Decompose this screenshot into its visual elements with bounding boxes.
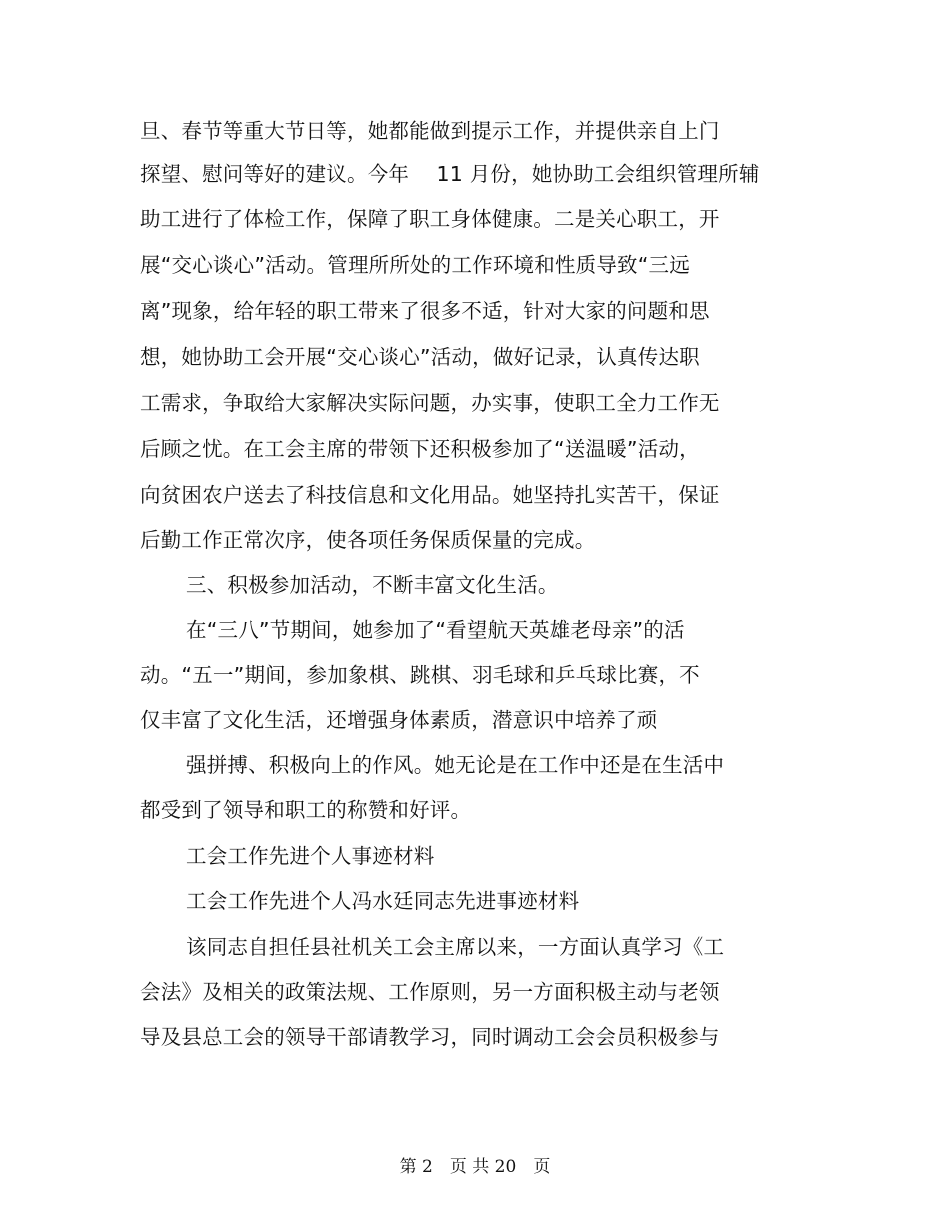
body-line-21: 导及县总工会的领导干部请教学习，同时调动工会会员积极参与 xyxy=(140,1025,720,1049)
body-line-6: 想，她协助工会开展“交心谈心”活动，做好记录，认真传达职 xyxy=(140,345,700,369)
body-line-8: 后顾之忧。在工会主席的带领下还积极参加了“送温暖”活动， xyxy=(140,437,700,461)
body-line-12: 在“三八”节期间，她参加了“看望航天英雄老母亲”的活 xyxy=(186,618,685,642)
body-line-2: 探望、慰问等好的建议。今年 11 月份，她协助工会组织管理所辅 xyxy=(140,162,760,186)
section-heading: 三、积极参加活动，不断丰富文化生活。 xyxy=(186,573,559,597)
body-line-9: 向贫困农户送去了科技信息和文化用品。她坚持扎实苦干，保证 xyxy=(140,483,720,507)
body-line-3: 助工进行了体检工作，保障了职工身体健康。二是关心职工，开 xyxy=(140,207,720,231)
body-line-19: 该同志自担任县社机关工会主席以来，一方面认真学习《工 xyxy=(186,935,725,959)
title-line-2: 工会工作先进个人冯水廷同志先进事迹材料 xyxy=(186,889,580,913)
body-line-10: 后勤工作正常次序，使各项任务保质保量的完成。 xyxy=(140,528,596,552)
body-line-7: 工需求，争取给大家解决实际问题，办实事，使职工全力工作无 xyxy=(140,391,720,415)
title-line-1: 工会工作先进个人事迹材料 xyxy=(186,844,435,868)
body-line-4: 展“交心谈心”活动。管理所所处的工作环境和性质导致“三远 xyxy=(140,253,690,277)
body-line-16: 都受到了领导和职工的称赞和好评。 xyxy=(140,798,472,822)
body-line-5: 离”现象，给年轻的职工带来了很多不适，针对大家的问题和思 xyxy=(140,299,710,323)
body-line-14: 仅丰富了文化生活，还增强身体素质，潜意识中培养了顽 xyxy=(140,708,658,732)
body-line-13: 动。“五一”期间，参加象棋、跳棋、羽毛球和乒乓球比赛，不 xyxy=(140,663,700,687)
body-line-15: 强拼搏、积极向上的作风。她无论是在工作中还是在生活中 xyxy=(186,753,725,777)
body-line-20: 会法》及相关的政策法规、工作原则，另一方面积极主动与老领 xyxy=(140,980,720,1004)
body-line-1: 旦、春节等重大节日等，她都能做到提示工作，并提供亲自上门 xyxy=(140,119,720,143)
page-footer: 第 2 页 共 20 页 xyxy=(399,1157,551,1177)
